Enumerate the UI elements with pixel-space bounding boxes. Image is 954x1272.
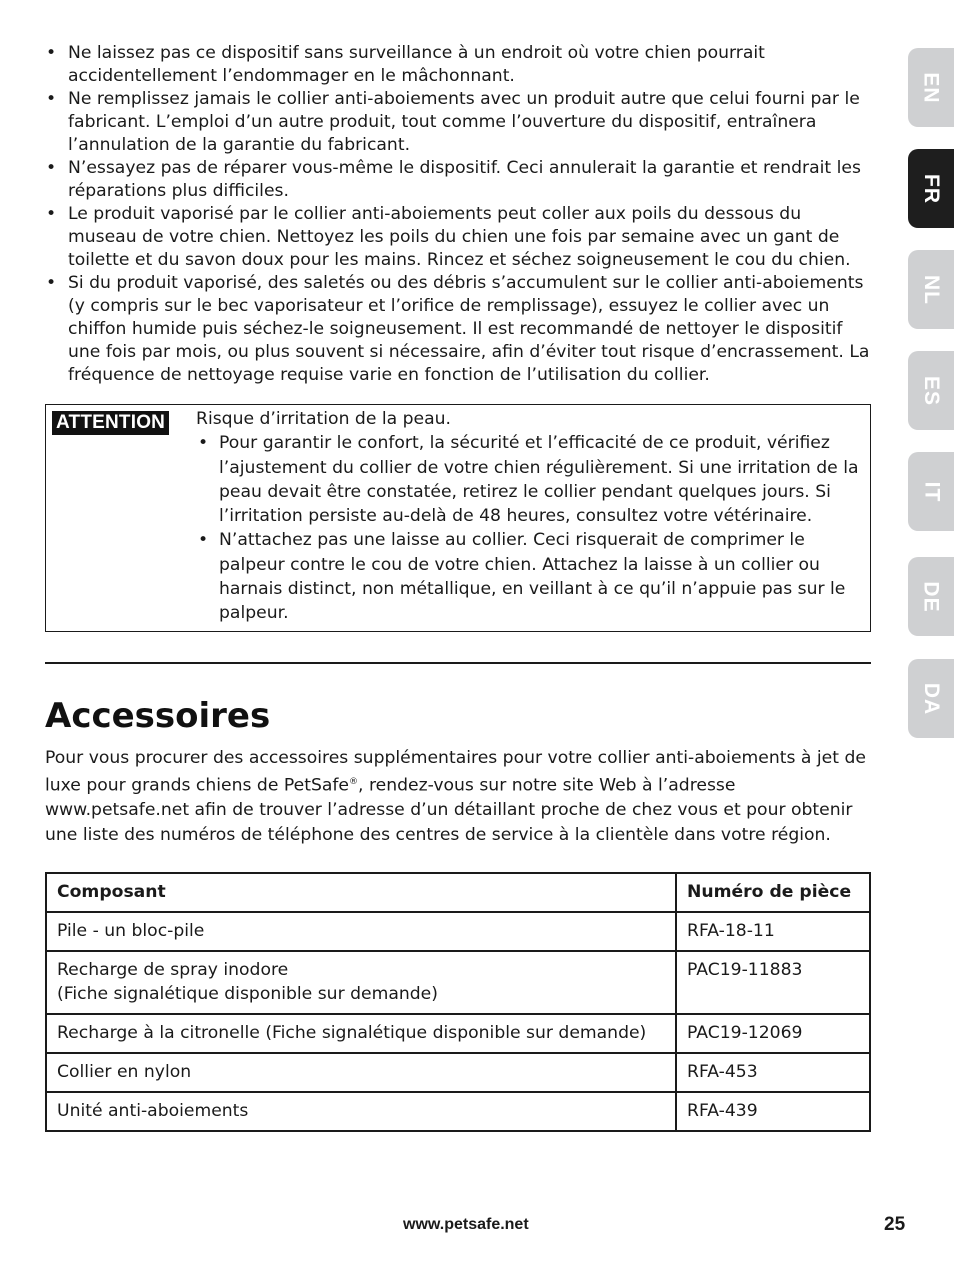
column-header-part-number: Numéro de pièce xyxy=(676,873,870,912)
section-divider xyxy=(45,662,871,664)
attention-intro: Risque d’irritation de la peau. xyxy=(196,409,452,429)
table-row xyxy=(46,912,870,951)
list-item: • Ne remplissez jamais le collier anti-aboiements avec un produit autre que celui fourni par le fabricant. L’emploi d’un autre produit, tout comme l’ouverture du dispositif, entraînera l’annulation de la garantie du fabricant. xyxy=(45,88,871,157)
page-number: 25 xyxy=(884,1214,906,1235)
part-number-cell: RFA-453 xyxy=(676,1053,870,1092)
tab-de[interactable] xyxy=(908,557,954,636)
tab-label: EN xyxy=(920,71,943,104)
component-name: Unité anti-aboiements xyxy=(57,1101,249,1121)
component-name: Recharge de spray inodore xyxy=(57,960,289,980)
table-row xyxy=(46,1092,870,1131)
list-item: • Le produit vaporisé par le collier anti-aboiements peut coller aux poils du dessous du museau de votre chien. Nettoyez les poils du chien une fois par semaine avec un gant de toilette et du savon doux pour les mains. Rincez et séchez soigneusement le cou du chien. xyxy=(45,203,871,272)
component-cell xyxy=(46,1092,676,1131)
intro-text-start: Pour vous procurer des accessoires supplémentaires pour votre collier anti-aboiements à jet de luxe pour grands chiens de PetSafe xyxy=(45,748,866,797)
part-number-cell: RFA-439 xyxy=(676,1092,870,1131)
tab-label: IT xyxy=(919,481,943,502)
page-content xyxy=(45,42,871,632)
tab-it[interactable] xyxy=(908,452,954,531)
list-item: • Si du produit vaporisé, des saletés ou des débris s’accumulent sur le collier anti-aboiements (y compris sur le bec vaporisateur et l’orifice de remplissage), essuyez le collier avec un chiffon humide puis séchez-le soigneusement. Il est recommandé de nettoyer le dispositif une fois par mois, ou plus souvent si nécessaire, afin d’éviter tout risque d’encrassement. La fréquence de nettoyage requise varie en fonction de l’utilisation du collier. xyxy=(45,272,871,387)
table-row xyxy=(46,951,870,1014)
part-number-cell: RFA-18-11 xyxy=(676,912,870,951)
part-number-cell: PAC19-11883 xyxy=(676,951,870,1014)
footer-url[interactable]: www.petsafe.net xyxy=(403,1216,529,1233)
intro-text-end: , rendez-vous sur notre site Web à l’adresse www.petsafe.net afin de trouver l’adresse d’un détaillant proche de chez vous et pour obtenir une liste des numéros de téléphone des centres de service à la clientèle dans votre région. xyxy=(45,776,853,845)
table-header-row xyxy=(46,873,870,912)
component-name: Collier en nylon xyxy=(57,1062,192,1082)
component-name: Recharge à la citronelle (Fiche signalétique disponible sur demande) xyxy=(57,1023,647,1043)
tab-label: NL xyxy=(920,274,943,305)
component-name: Pile - un bloc-pile xyxy=(57,921,205,941)
section-intro xyxy=(45,746,871,847)
tab-da[interactable] xyxy=(908,659,954,738)
component-cell xyxy=(46,1014,676,1053)
table-row xyxy=(46,1053,870,1092)
attention-label: ATTENTION xyxy=(52,411,169,435)
component-cell xyxy=(46,951,676,1014)
list-item: • Pour garantir le confort, la sécurité et l’efficacité de ce produit, vérifiez l’ajustement du collier de votre chien régulièrement. Si une irritation de la peau devait être constatée, retirez le collier pendant quelques jours. Si l’irritation persiste au-delà de 48 heures, consultez votre vétérinaire. xyxy=(196,431,862,528)
tab-fr[interactable] xyxy=(908,149,954,228)
component-note: (Fiche signalétique disponible sur demande) xyxy=(57,984,438,1004)
tab-es[interactable] xyxy=(908,351,954,430)
tab-label: ES xyxy=(919,375,943,406)
tab-label: FR xyxy=(920,173,943,204)
tab-label: DA xyxy=(920,682,943,715)
table-row xyxy=(46,1014,870,1053)
list-item: • Ne laissez pas ce dispositif sans surveillance à un endroit où votre chien pourrait accidentellement l’endommager en le mâchonnant. xyxy=(45,42,871,88)
component-cell xyxy=(46,912,676,951)
part-number-cell: PAC19-12069 xyxy=(676,1014,870,1053)
list-item: • N’attachez pas une laisse au collier. Ceci risquerait de comprimer le palpeur contre le cou de votre chien. Attachez la laisse à un collier ou harnais distinct, non métallique, en veillant à ce qu’il n’appuie pas sur le palpeur. xyxy=(196,528,862,625)
attention-box xyxy=(45,404,871,632)
list-item: • N’essayez pas de réparer vous-même le dispositif. Ceci annulerait la garantie et rendrait les réparations plus difficiles. xyxy=(45,157,871,203)
column-header-component: Composant xyxy=(46,873,676,912)
parts-table xyxy=(45,872,871,1132)
precautions-list xyxy=(45,42,871,387)
tab-label: DE xyxy=(920,580,943,613)
tab-nl[interactable] xyxy=(908,250,954,329)
registered-mark: ® xyxy=(349,777,359,788)
section-heading: Accessoires xyxy=(45,696,271,736)
component-cell xyxy=(46,1053,676,1092)
attention-list xyxy=(196,431,862,625)
tab-en[interactable] xyxy=(908,48,954,127)
